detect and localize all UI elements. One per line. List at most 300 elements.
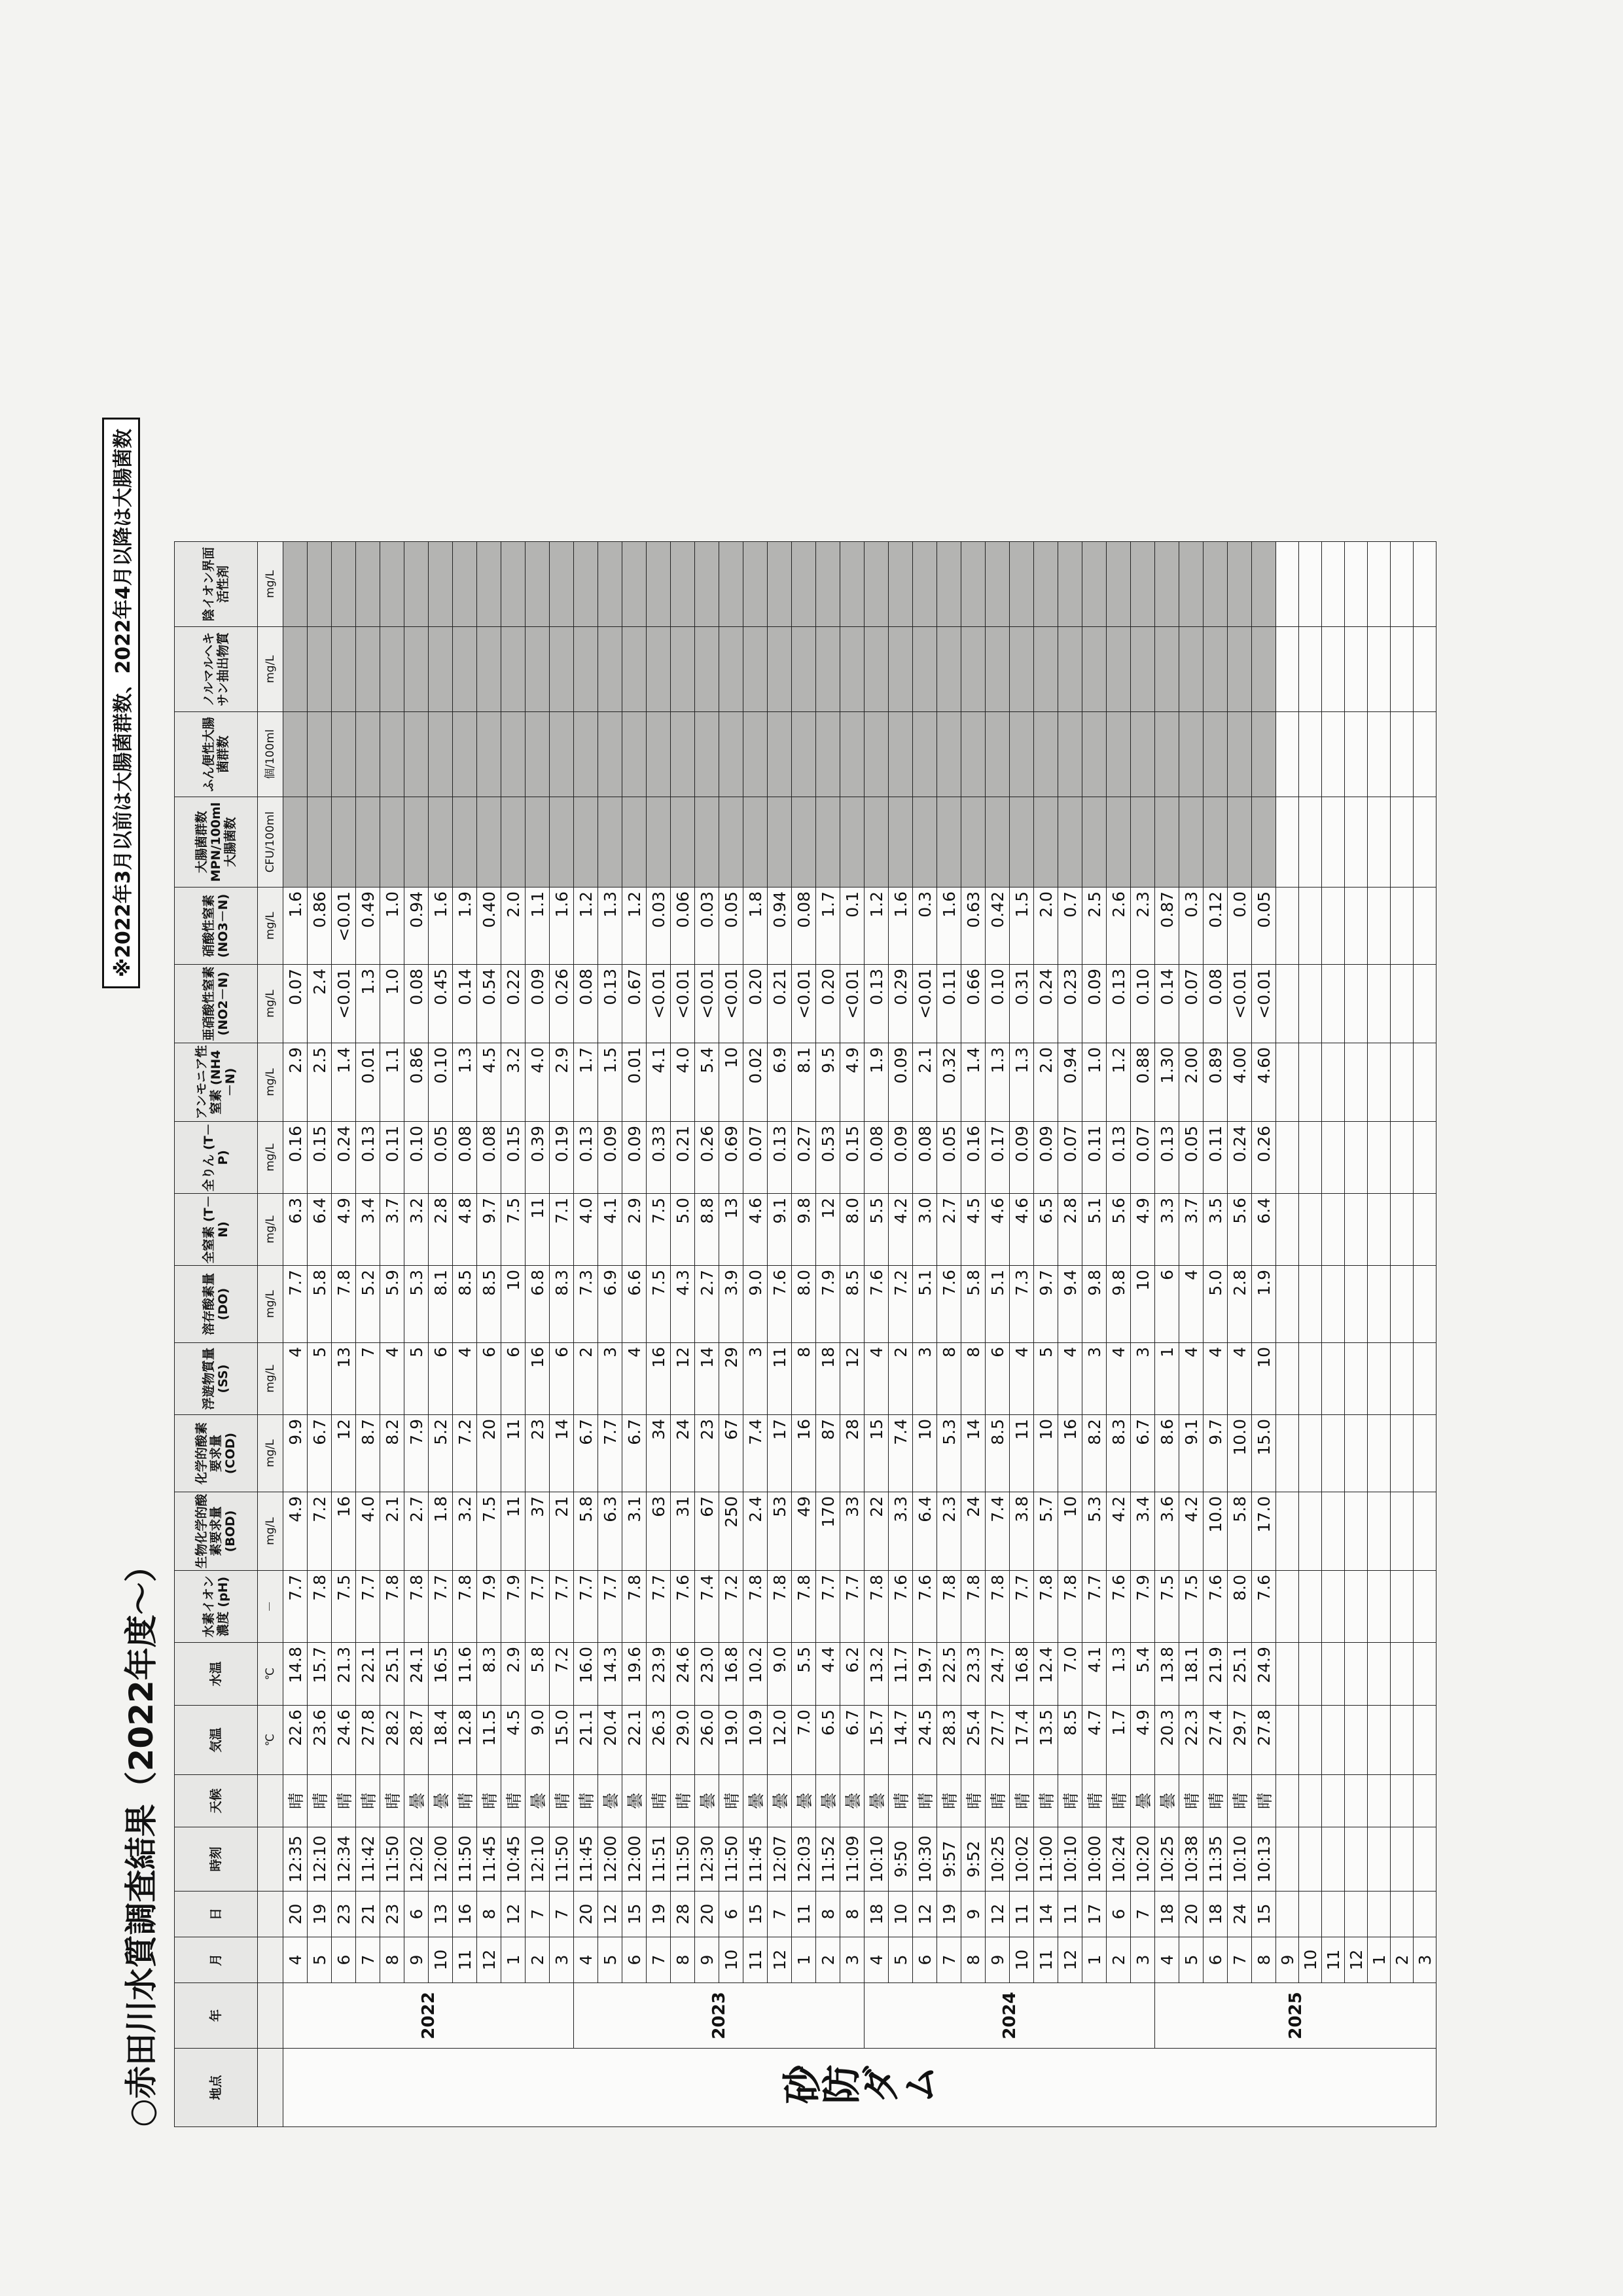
empty-cell [913, 712, 937, 797]
table-row [1082, 542, 1107, 2127]
cell: 0.02 [743, 1043, 768, 1122]
cell: 18.4 [429, 1706, 453, 1775]
cell: 0.32 [937, 1043, 961, 1122]
cell: 28.2 [380, 1706, 404, 1775]
cell: 晴 [356, 1775, 380, 1827]
table-row [477, 542, 501, 2127]
empty-cell [1107, 542, 1131, 627]
cell: 0.03 [695, 888, 719, 965]
cell: 2.1 [913, 1043, 937, 1122]
empty-cell [404, 797, 429, 888]
cell: 曇 [816, 1775, 840, 1827]
empty-cell [1034, 712, 1058, 797]
cell: 晴 [1228, 1775, 1252, 1827]
year-cell: 2024 [865, 1983, 1155, 2049]
cell: 0.08 [453, 1122, 477, 1194]
cell: 9 [986, 1937, 1010, 1983]
cell: 0.13 [1155, 1122, 1179, 1194]
cell: 5.8 [574, 1492, 598, 1571]
cell: 14.8 [283, 1643, 308, 1706]
cell: 8.5 [477, 1266, 501, 1343]
cell: 9 [404, 1937, 429, 1983]
page-title: ○赤田川水質調査結果（2022年度～） [122, 1549, 160, 2127]
cell: 2.9 [550, 1043, 574, 1122]
empty-cell [961, 627, 986, 712]
empty-cell [283, 797, 308, 888]
cell: 2.3 [1131, 888, 1155, 965]
cell: 晴 [986, 1775, 1010, 1827]
cell: 3 [1131, 1937, 1155, 1983]
empty-cell [768, 797, 792, 888]
cell: 24 [961, 1492, 986, 1571]
table-row [332, 542, 356, 2127]
cell: 6.5 [816, 1706, 840, 1775]
cell: 晴 [1082, 1775, 1107, 1827]
column-unit: mg/L [258, 542, 283, 627]
cell: 0.09 [1010, 1122, 1034, 1194]
cell: 0.3 [913, 888, 937, 965]
empty-cell [743, 627, 768, 712]
cell: 6.9 [768, 1043, 792, 1122]
column-unit: mg/L [258, 1122, 283, 1194]
cell: 6.4 [1252, 1194, 1276, 1266]
empty-cell [1058, 627, 1082, 712]
cell: 1.7 [574, 1043, 598, 1122]
column-header: 亜硝酸性窒素 (NO2－N) [175, 965, 258, 1043]
table-row [889, 542, 913, 2127]
cell: 3.3 [889, 1492, 913, 1571]
cell: 晴 [550, 1775, 574, 1827]
cell [1414, 1343, 1436, 1415]
cell: 12:10 [526, 1827, 550, 1892]
cell: 25.1 [1228, 1643, 1252, 1706]
cell: 5.5 [792, 1643, 816, 1706]
cell: 19.0 [719, 1706, 743, 1775]
cell: 6 [501, 1343, 526, 1415]
table-row [647, 542, 671, 2127]
cell: 7.7 [526, 1571, 550, 1643]
cell: 15.7 [865, 1706, 889, 1775]
table-row [1299, 542, 1322, 2127]
cell [1368, 1827, 1391, 1892]
cell: 34 [647, 1415, 671, 1492]
cell: 0.29 [889, 965, 913, 1043]
cell: 10:10 [865, 1827, 889, 1892]
cell: <0.01 [1252, 965, 1276, 1043]
cell [1414, 1892, 1436, 1937]
cell: 7.6 [937, 1266, 961, 1343]
cell: 4.9 [332, 1194, 356, 1266]
table-row [1391, 542, 1414, 2127]
rotated-sheet [112, 98, 1568, 2127]
cell: <0.01 [840, 965, 865, 1043]
cell: 6 [719, 1892, 743, 1937]
cell: 7.8 [1034, 1571, 1058, 1643]
cell: 6.7 [840, 1706, 865, 1775]
table-row [1034, 542, 1058, 2127]
cell: 16 [647, 1343, 671, 1415]
empty-cell [550, 542, 574, 627]
empty-cell [453, 627, 477, 712]
cell [1391, 1892, 1414, 1937]
cell: 7.8 [622, 1571, 647, 1643]
cell: 8 [840, 1892, 865, 1937]
cell: 26.3 [647, 1706, 671, 1775]
cell: 21.9 [1204, 1643, 1228, 1706]
empty-cell [477, 627, 501, 712]
cell: 7.6 [1204, 1571, 1228, 1643]
cell: 7.9 [501, 1571, 526, 1643]
cell: 9.7 [1204, 1415, 1228, 1492]
cell: 9:52 [961, 1827, 986, 1892]
cell: 0.01 [356, 1043, 380, 1122]
cell: 11 [768, 1343, 792, 1415]
cell [1276, 1343, 1299, 1415]
empty-cell [598, 542, 622, 627]
cell: 24.6 [671, 1643, 695, 1706]
cell: 0.27 [792, 1122, 816, 1194]
cell [1414, 965, 1436, 1043]
cell: 8.3 [477, 1643, 501, 1706]
cell [1276, 1775, 1299, 1827]
cell: 8 [792, 1343, 816, 1415]
column-unit [258, 1937, 283, 1983]
cell: 2.0 [501, 888, 526, 965]
column-unit: ℃ [258, 1643, 283, 1706]
column-unit [258, 1775, 283, 1827]
cell: 曇 [743, 1775, 768, 1827]
empty-cell [574, 797, 598, 888]
cell: 晴 [961, 1775, 986, 1827]
cell [1391, 1043, 1414, 1122]
cell: 5 [1179, 1937, 1204, 1983]
empty-cell [380, 712, 404, 797]
cell: 19 [647, 1892, 671, 1937]
cell [1322, 1122, 1345, 1194]
cell: 1.9 [865, 1043, 889, 1122]
cell [1368, 1892, 1391, 1937]
cell: 曇 [598, 1775, 622, 1827]
empty-cell [695, 797, 719, 888]
site-name: 砂防ダム [283, 2049, 1436, 2127]
cell: 5 [308, 1937, 332, 1983]
empty-cell [1082, 542, 1107, 627]
table-row [840, 542, 865, 2127]
cell [1276, 1194, 1299, 1266]
table-row [961, 542, 986, 2127]
cell: 11:52 [816, 1827, 840, 1892]
empty-cell [937, 542, 961, 627]
empty-cell [1252, 627, 1276, 712]
empty-cell [1276, 627, 1299, 712]
cell: 2 [574, 1343, 598, 1415]
cell: 8.2 [1082, 1415, 1107, 1492]
cell: 6.7 [308, 1415, 332, 1492]
column-header: 溶存酸素量 (DO) [175, 1266, 258, 1343]
cell: 晴 [671, 1775, 695, 1827]
cell: 2 [1107, 1937, 1131, 1983]
empty-cell [1414, 712, 1436, 797]
cell: 0.14 [453, 965, 477, 1043]
cell [1276, 1706, 1299, 1775]
cell: 11 [1322, 1937, 1345, 1983]
cell: 6 [404, 1892, 429, 1937]
cell: 14 [550, 1415, 574, 1492]
cell: 1.5 [1010, 888, 1034, 965]
empty-cell [1299, 797, 1322, 888]
empty-cell [1414, 542, 1436, 627]
cell: 2 [526, 1937, 550, 1983]
column-header: 天候 [175, 1775, 258, 1827]
cell: 20.3 [1155, 1706, 1179, 1775]
cell [1368, 1571, 1391, 1643]
empty-cell [1082, 712, 1107, 797]
cell: 0.53 [816, 1122, 840, 1194]
empty-cell [937, 627, 961, 712]
empty-cell [1345, 627, 1368, 712]
empty-cell [937, 712, 961, 797]
empty-cell [1179, 542, 1204, 627]
empty-cell [1368, 712, 1391, 797]
cell: 170 [816, 1492, 840, 1571]
cell: 7.6 [671, 1571, 695, 1643]
cell: 12 [501, 1892, 526, 1937]
cell: 晴 [1179, 1775, 1204, 1827]
column-unit [258, 1827, 283, 1892]
cell: 8 [477, 1892, 501, 1937]
empty-cell [404, 542, 429, 627]
cell: 8 [937, 1343, 961, 1415]
cell: 4.5 [477, 1043, 501, 1122]
empty-cell [1391, 797, 1414, 888]
cell: 0.13 [768, 1122, 792, 1194]
empty-cell [671, 627, 695, 712]
column-header: 日 [175, 1892, 258, 1937]
cell: 10 [889, 1892, 913, 1937]
empty-cell [308, 542, 332, 627]
empty-cell [283, 627, 308, 712]
empty-cell [622, 712, 647, 797]
cell: 0.08 [477, 1122, 501, 1194]
cell: 8.5 [453, 1266, 477, 1343]
cell: 5 [308, 1343, 332, 1415]
cell [1276, 1827, 1299, 1892]
cell: 15.0 [1252, 1415, 1276, 1492]
empty-cell [283, 712, 308, 797]
cell: 2.5 [308, 1043, 332, 1122]
cell: 10:00 [1082, 1827, 1107, 1892]
empty-cell [1204, 797, 1228, 888]
cell: 9.8 [1082, 1266, 1107, 1343]
cell: 18 [1204, 1892, 1228, 1937]
cell: 11 [526, 1194, 550, 1266]
cell [1414, 1415, 1436, 1492]
cell: 6.3 [283, 1194, 308, 1266]
cell: 5.1 [986, 1266, 1010, 1343]
table-row [743, 542, 768, 2127]
cell: 1.3 [356, 965, 380, 1043]
empty-cell [526, 542, 550, 627]
cell: 0.17 [986, 1122, 1010, 1194]
cell: 1.6 [429, 888, 453, 965]
cell: 4 [574, 1937, 598, 1983]
table-row [1131, 542, 1155, 2127]
cell: 2.7 [404, 1492, 429, 1571]
empty-cell [1082, 797, 1107, 888]
cell: 9 [695, 1937, 719, 1983]
empty-cell [961, 712, 986, 797]
cell: 7.7 [816, 1571, 840, 1643]
cell: 曇 [792, 1775, 816, 1827]
cell: 5.6 [1107, 1194, 1131, 1266]
footnote-box: ※2022年3月以前は大腸菌群数、2022年4月以降は大腸菌数 [102, 418, 140, 988]
cell: 1.3 [453, 1043, 477, 1122]
cell [1391, 1827, 1414, 1892]
cell: 11:50 [671, 1827, 695, 1892]
cell: 19.6 [622, 1643, 647, 1706]
cell [1414, 1571, 1436, 1643]
cell: 6 [429, 1343, 453, 1415]
cell: 2.0 [1034, 888, 1058, 965]
table-row [695, 542, 719, 2127]
cell: 15 [1252, 1892, 1276, 1937]
cell: 10:24 [1107, 1827, 1131, 1892]
empty-cell [647, 627, 671, 712]
empty-cell [1179, 627, 1204, 712]
empty-cell [308, 627, 332, 712]
cell [1322, 1571, 1345, 1643]
cell: 21.3 [332, 1643, 356, 1706]
cell: 2.8 [1228, 1266, 1252, 1343]
cell: 0.69 [719, 1122, 743, 1194]
cell: 7.5 [1179, 1571, 1204, 1643]
cell: 19 [308, 1892, 332, 1937]
cell: 10 [501, 1266, 526, 1343]
cell [1345, 1827, 1368, 1892]
cell: 晴 [477, 1775, 501, 1827]
cell: 曇 [429, 1775, 453, 1827]
column-header: 地点 [175, 2049, 258, 2127]
cell: 0.13 [865, 965, 889, 1043]
cell: 晴 [1252, 1775, 1276, 1827]
cell: 7.7 [840, 1571, 865, 1643]
cell: 12 [477, 1937, 501, 1983]
cell: 0.05 [1252, 888, 1276, 965]
cell: 10.9 [743, 1706, 768, 1775]
cell: 4 [1179, 1266, 1204, 1343]
empty-cell [1299, 627, 1322, 712]
empty-cell [477, 797, 501, 888]
cell: 0.26 [695, 1122, 719, 1194]
cell: 27.7 [986, 1706, 1010, 1775]
cell: 3 [550, 1937, 574, 1983]
cell: 晴 [308, 1775, 332, 1827]
cell: 4 [453, 1343, 477, 1415]
cell: 3.2 [501, 1043, 526, 1122]
cell: 7.8 [768, 1571, 792, 1643]
cell: 3 [1082, 1343, 1107, 1415]
empty-cell [380, 542, 404, 627]
empty-cell [550, 797, 574, 888]
cell [1345, 888, 1368, 965]
cell: 0.22 [501, 965, 526, 1043]
empty-cell [840, 627, 865, 712]
cell: 5.2 [356, 1266, 380, 1343]
cell: 2.7 [695, 1266, 719, 1343]
cell: 4 [1010, 1343, 1034, 1415]
cell: 0.11 [1082, 1122, 1107, 1194]
cell: 7 [526, 1892, 550, 1937]
cell: 2.5 [1082, 888, 1107, 965]
cell: 5.3 [937, 1415, 961, 1492]
cell: 7.7 [574, 1571, 598, 1643]
empty-cell [1107, 712, 1131, 797]
cell: 10:10 [1058, 1827, 1082, 1892]
cell: 0.39 [526, 1122, 550, 1194]
cell: 12.8 [453, 1706, 477, 1775]
cell: 1.9 [453, 888, 477, 965]
empty-cell [816, 797, 840, 888]
empty-cell [1131, 627, 1155, 712]
empty-cell [913, 542, 937, 627]
cell: 11 [453, 1937, 477, 1983]
cell: 曇 [840, 1775, 865, 1827]
empty-cell [598, 627, 622, 712]
empty-cell [768, 712, 792, 797]
cell: 7.7 [356, 1571, 380, 1643]
cell: 7.5 [647, 1266, 671, 1343]
empty-cell [1228, 627, 1252, 712]
cell: 250 [719, 1492, 743, 1571]
empty-cell [719, 797, 743, 888]
cell: 0.08 [404, 965, 429, 1043]
table-row [937, 542, 961, 2127]
cell: 7.5 [647, 1194, 671, 1266]
empty-cell [695, 712, 719, 797]
cell: 7.4 [695, 1571, 719, 1643]
empty-cell [526, 712, 550, 797]
cell [1368, 965, 1391, 1043]
cell: 4 [1058, 1343, 1082, 1415]
empty-cell [719, 542, 743, 627]
column-header: 年 [175, 1983, 258, 2049]
empty-cell [356, 542, 380, 627]
cell: 0.24 [1034, 965, 1058, 1043]
column-unit: mg/L [258, 1266, 283, 1343]
table-row [429, 542, 453, 2127]
cell: 7 [937, 1937, 961, 1983]
year-cell: 2023 [574, 1983, 865, 2049]
cell: 23 [380, 1892, 404, 1937]
cell: 10:38 [1179, 1827, 1204, 1892]
cell: 11:50 [550, 1827, 574, 1892]
cell [1414, 1266, 1436, 1343]
cell: <0.01 [792, 965, 816, 1043]
cell: 1 [501, 1937, 526, 1983]
cell: 8.0 [840, 1194, 865, 1266]
cell [1322, 1415, 1345, 1492]
column-header: 全窒素 (T－N) [175, 1194, 258, 1266]
cell: 6 [332, 1937, 356, 1983]
empty-cell [1082, 627, 1107, 712]
column-unit [258, 2049, 283, 2127]
cell [1414, 1122, 1436, 1194]
cell: 8.1 [429, 1266, 453, 1343]
cell: 17 [768, 1415, 792, 1492]
cell: 10:30 [913, 1827, 937, 1892]
cell: 0.05 [429, 1122, 453, 1194]
cell: 0.89 [1204, 1043, 1228, 1122]
